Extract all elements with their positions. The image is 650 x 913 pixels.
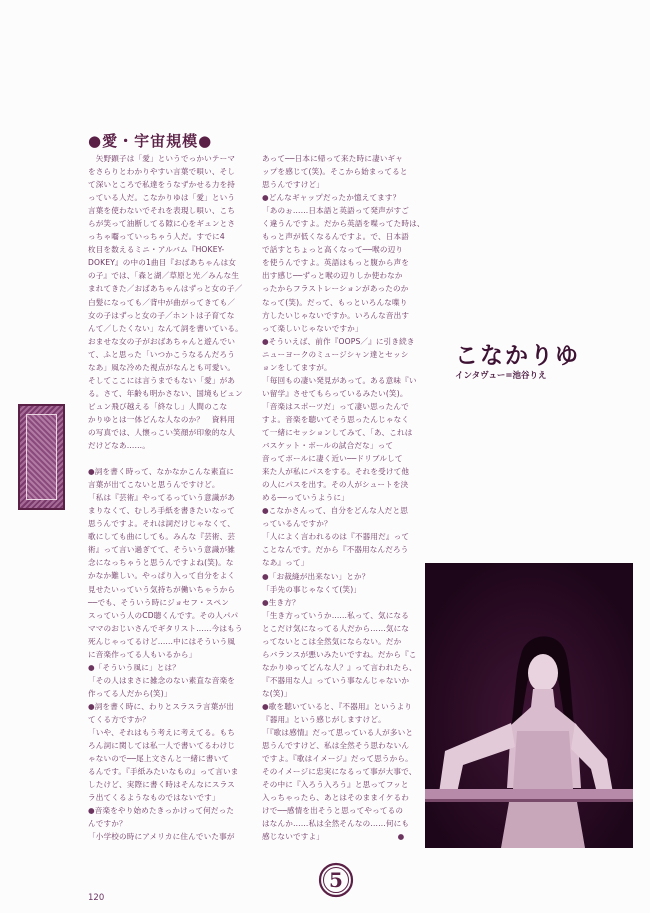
article-line: らバランスが悪いみたいですね。だから『こ xyxy=(262,649,417,659)
article-line: 枚目を数えるミニ・アルバム『HOKEY- xyxy=(88,245,225,255)
chapter-number: 5 xyxy=(329,868,343,892)
article-line: スっていう人のCD聴くんです。その人パパ xyxy=(88,610,239,620)
article-column-left xyxy=(88,152,250,843)
article-line: すよ。音楽を聴いてそう思ったんじゃなく xyxy=(262,414,410,424)
article-line: はなんか……私は全然そんなの……何にも xyxy=(262,819,410,829)
article-line: て深いところで私達をうなずかせる力を持 xyxy=(88,180,236,190)
article-line: 思うんですけど」 xyxy=(262,180,324,190)
article-line: ●こなかさんって、自分をどんな人だと思 xyxy=(262,506,409,516)
article-line: っている人だ。こなかりゆは「愛」という xyxy=(88,193,236,203)
article-line: ョンをしてますが。 xyxy=(262,362,332,372)
article-line: の子』では、「森と湖／草原と光／みんな生 xyxy=(88,271,240,281)
article-line: く違うんですよ。だから英語を喋ってた時は、 xyxy=(262,219,425,229)
article-line: て一緒にセッションしてみて、「あ、これは xyxy=(262,427,413,437)
article-line: てくる方ですか？ xyxy=(88,714,150,724)
article-line: 「私は『芸術』やってるっていう意識があ xyxy=(88,493,236,503)
article-line: 「生き方っていうか……私って、気になる xyxy=(262,610,409,620)
article-line: 歌にしても曲にしても。みんな『芸術、芸 xyxy=(88,532,236,542)
article-line: 「『歌は感情』だって思っている人が多いと xyxy=(262,728,414,738)
article-line: 「手先の事じゃなくて(笑)」 xyxy=(262,584,362,594)
article-line: かなか難しい。やっぱり入って自分をよく xyxy=(88,571,236,581)
article-line: に音楽作ってる人もいるから」 xyxy=(88,649,197,659)
article-line: したけど、実際に書く時はそんなにスラス xyxy=(88,780,235,790)
article-line: ●そういえば、前作『OOPS／』に引き続き xyxy=(262,336,415,346)
article-line: っちゃ囓っていっちゃう人だ。すでに4 xyxy=(88,232,225,242)
article-line: る。さて、年齢も明かさない、国境もビュン xyxy=(88,388,243,398)
article-line: ●詞を書く時って、なかなかこんな素直に xyxy=(88,467,235,477)
article-line: の写真では、人懐っこい笑顔が印象的な人 xyxy=(88,427,236,437)
artist-photo xyxy=(425,563,633,848)
artist-photo-image xyxy=(425,563,633,848)
article-line: 感じないですよ」 ● xyxy=(262,832,405,842)
article-line: ったからフラストレーションがあったのか xyxy=(262,284,409,294)
article-line: 思うんですよ。それは詞だけじゃなくて、 xyxy=(88,519,235,529)
article-line: ップを感じて(笑)。そこから始まってると xyxy=(262,167,408,177)
article-line: なかりゆってどんな人？』って言われたら、 xyxy=(262,662,417,672)
article-line: 方したいじゃないですか。いろんな音出す xyxy=(262,310,410,320)
article-line: 出す感じ──ずっと喉の辺りしか使わなか xyxy=(262,271,403,281)
article-line: その中に『入ろう入ろう』と思ってフッと xyxy=(262,780,409,790)
article-line: ●「そういう風に」とは？ xyxy=(88,662,180,672)
article-line: ママのおじいさんでギタリスト……今はもう xyxy=(88,623,243,633)
article-line: 『不器用な人』っていう事なんじゃないか xyxy=(262,675,410,685)
article-line: 念になっちゃうと思うんですよね(笑)。な xyxy=(88,558,234,568)
article-line: 「毎回もの凄い発見があって。ある意味『い xyxy=(262,375,417,385)
article-line: かりゆとは一体どんな人なのか？ 資料用 xyxy=(88,414,236,424)
article-line: っているんですか？ xyxy=(262,519,332,529)
article-line: そのイメージに忠実になるって事が大事で、 xyxy=(262,767,417,777)
article-column-middle xyxy=(262,152,424,843)
article-line: 矢野顕子は「愛」というでっかいテーマ xyxy=(88,154,236,163)
page-number: 120 xyxy=(88,893,105,903)
article-line: ってないとこは全然気にならない。だか xyxy=(262,636,402,646)
article-line: おませな女の子がおばあちゃんと遊んでい xyxy=(88,336,236,346)
article-line: DOKEY』の中の1曲目『おばあちゃんは女 xyxy=(88,258,237,268)
article-line: もっと声が低くなるんですよ。で、日本語 xyxy=(262,232,409,242)
article-line: るんです。『手紙みたいなもの』って言いま xyxy=(88,767,239,777)
article-line: 見せたいっていう気持ちが働いちゃうから xyxy=(88,584,236,594)
chapter-number-emblem xyxy=(318,862,354,898)
article-line: あって──日本に帰って来た時に凄いギャ xyxy=(262,154,404,163)
article-line: ラ出てくるようなものではないです」 xyxy=(88,793,220,803)
article-line: らが笑って油断してる隙に心をギュンとさ xyxy=(88,219,236,229)
article-line: 「音楽はスポーツだ」って凄い思ったんで xyxy=(262,401,409,411)
decorative-logo-block xyxy=(18,404,65,510)
article-line: なあ」風な冷めた視点がなんとも可愛い。 xyxy=(88,362,236,372)
article-line: 死んじゃってるけど……中にはそういう風 xyxy=(88,636,236,646)
article-line: 来た人が私にパスをする。それを受けて他 xyxy=(262,467,410,477)
article-line: 言葉が出てこないと思うんですけど。 xyxy=(88,480,220,490)
article-line: 「あのぉ……日本語と英語って発声がすご xyxy=(262,206,410,216)
article-line: で話すとちょっと高くなって──喉の辺り xyxy=(262,245,404,255)
article-line: んて／したくない」なんて詞を書いている。 xyxy=(88,323,243,333)
article-line: 「人によく言われるのは『不器用だ』って xyxy=(262,532,410,542)
article-line: 女の子はずっと女の子／ホントは子育てな xyxy=(88,310,235,320)
article-line: ●どんなギャップだったか憶えてます？ xyxy=(262,193,401,203)
article-line: 白髪になっても／背中が曲がってきても／ xyxy=(88,297,236,307)
article-line: まれてきた／おばあちゃんはずっと女の子／ xyxy=(88,284,243,294)
article-line: けで──感情を出そうと思ってやってるの xyxy=(262,806,404,816)
article-line: 思うんですけど、私は全然そう思わないん xyxy=(262,741,410,751)
decorative-logo-inner xyxy=(26,414,57,500)
article-line xyxy=(88,452,250,465)
article-line: ろん詞に関しては私一人で書いてるわけじ xyxy=(88,741,236,751)
article-line: 『器用』という感じがしますけど。 xyxy=(262,715,386,725)
article-line: ビュン飛び越える「終なし」人間のこな xyxy=(88,401,228,411)
article-line: の人にパスを出す。その人がシュートを決 xyxy=(262,480,409,490)
article-line: ゃないので──尾上文さんと一緒に書いて xyxy=(88,754,230,764)
interviewer-credit: インタヴュー=池谷りえ xyxy=(455,371,547,381)
article-line: だけどなあ……。 xyxy=(88,441,150,451)
article-line: ●生き方？ xyxy=(262,597,300,607)
article-line: んですか？ xyxy=(88,819,127,829)
article-line: とこだけ気になってる人だから……気にな xyxy=(262,623,410,633)
article-line: バスケット・ボールの試合だな」って xyxy=(262,441,394,451)
article-line: ●音楽をやり始めたきっかけって何だった xyxy=(88,806,235,816)
article-line: そしてここには言うまでもない「愛」があ xyxy=(88,375,236,385)
article-line: まりなくて、むしろ手紙を書きたいなって xyxy=(88,506,235,516)
article-line: な(笑)」 xyxy=(262,688,292,698)
article-line: 入っちゃったら、あとはそのままイケるわ xyxy=(262,793,409,803)
article-line: い留学』させてもらっているみたい(笑)。 xyxy=(262,388,408,398)
article-line: める──っていうように」 xyxy=(262,493,349,503)
article-line: 音ってボールに凄く近い──ドリブルして xyxy=(262,454,403,464)
article-line: 言葉を使わないでそれを表現し唄い、こち xyxy=(88,206,236,216)
article-line: を使うんですよ。英語はもっと腹から声を xyxy=(262,258,410,268)
article-line: をさらりとわかりやすい言葉で唄い、そし xyxy=(88,167,236,177)
article-line: 「その人はまさに雑念のない素直な音楽を xyxy=(88,675,236,685)
article-line: ●歌を聴いていると、『不器用』というより xyxy=(262,701,413,711)
article-title: こなかりゆ xyxy=(455,343,580,369)
article-line: なって(笑)。だって、もっといろんな喋り xyxy=(262,297,408,307)
article-line: ですよ。『歌はイメージ』だって思うから。 xyxy=(262,754,413,764)
article-line: 「小学校の時にアメリカに住んでいた事が xyxy=(88,832,235,842)
article-line: 術』って言い過ぎてて、そういう意識が雑 xyxy=(88,545,235,555)
article-line: って楽しいじゃないですか」 xyxy=(262,323,363,333)
article-line: 「いや、それはもう考えに考えてる。もち xyxy=(88,728,235,738)
article-line: ニューヨークのミュージシャン達とセッシ xyxy=(262,349,409,359)
article-line: なあ』って」 xyxy=(262,558,309,568)
article-line: ──でも、そういう時にジョセフ・スペン xyxy=(88,597,229,607)
section-heading: ●愛・宇宙規模● xyxy=(88,132,213,150)
article-line: ●詞を書く時に、わりとスラスラ言葉が出 xyxy=(88,701,234,711)
article-line: 作ってる人だから(笑)」 xyxy=(88,688,172,698)
article-line: ことなんです。だから『不器用なんだろう xyxy=(262,545,409,555)
article-line: て、ふと思った「いつかこうなるんだろう xyxy=(88,349,235,359)
article-line: ●「お裁縫が出来ない」とか？ xyxy=(262,571,370,581)
